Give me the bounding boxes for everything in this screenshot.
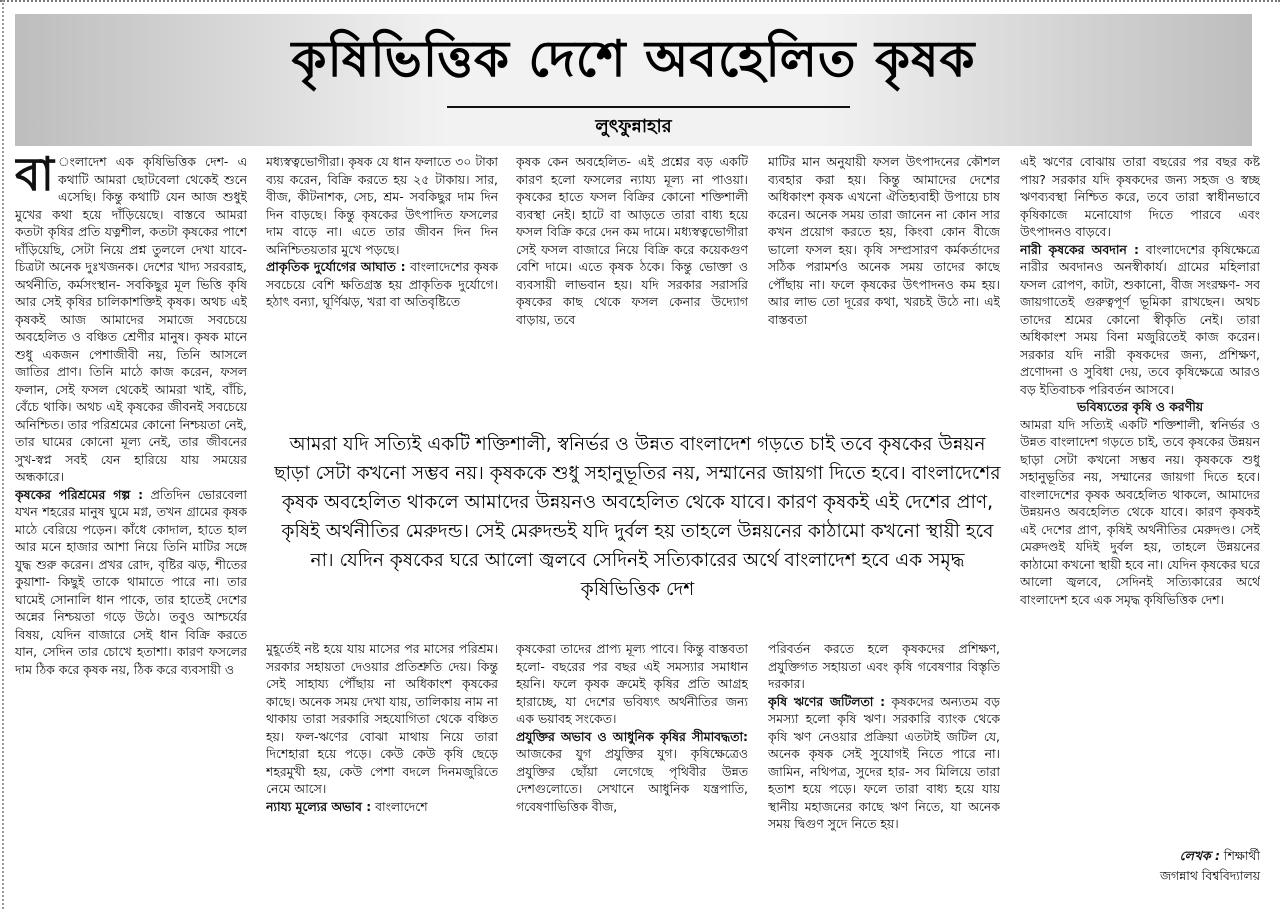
subheading: প্রাকৃতিক দুর্যোগের আঘাত : — [266, 259, 406, 274]
column-3-top — [516, 153, 748, 381]
article-header — [15, 14, 1252, 146]
subheading: প্রযুক্তির অভাব ও আধুনিক কৃষির সীমাবদ্ধতা: — [516, 728, 748, 744]
column-2-bottom — [266, 640, 498, 905]
paragraph: মাটির মান অনুযায়ী ফসল উৎপাদনের কৌশল ব্যবহার করা হয়। কিন্তু আমাদের দেশের অধিকাংশ কৃষক এখনো ঐতিহ্যবাহী উপায়ে চাষ করেন। অনেক সময় তারা জানেন না কোন সার কখন প্রয়োগ করতে হয়, কিংবা কোন বীজে ভালো ফসল হয়। কৃষি সম্প্রসারণ কর্মকর্তাদের সঠিক পরামর্শও অনেক সময় তাদের কাছে পৌঁছায় না। ফলে কৃষকের উৎপাদনও কম হয়। আর লাভ তো দূরের কথা, খরচই উঠে না। এই বাস্তবতা — [768, 154, 1000, 327]
section-heading — [1020, 398, 1260, 416]
author-line — [1090, 846, 1260, 866]
page-border-left — [2, 0, 4, 909]
drop-cap: বা — [15, 153, 54, 201]
column-3-bottom — [516, 640, 748, 905]
author-signature — [1090, 846, 1260, 886]
pull-quote: আমরা যদি সত্যিই একটি শক্তিশালী, স্বনির্ভর ও উন্নত বাংলাদেশ গড়তে চাই তবে কৃষকের উন্নয়ন ছাড়া সেটা কখনো সম্ভব নয়। কৃষককে শুধু সহানুভূতির নয়, সম্মানের জায়গা দিতে হবে। বাংলাদেশের কৃষক অবহেলিত থাকলে আমাদের উন্নয়নও অবহেলিত থেকে যাবে। কারণ কৃষকই এই দেশের প্রাণ, কৃষিই অর্থনীতির মেরুদন্ড। সেই মেরুদন্ডই যদি দুর্বল হয় তাহলে উন্নয়নের কাঠামো কখনো স্থায়ী হবে না। যেদিন কৃষকের ঘরে আলো জ্বলবে সেদিনই সত্যিকারের অর্থে বাংলাদেশ হবে এক সমৃদ্ধ কৃষিভিত্তিক দেশ — [274, 434, 1001, 600]
paragraph: এই ঋণের বোঝায় তারা বছরের পর বছর কষ্ট পায়? সরকার যদি কৃষকদের জন্য সহজ ও স্বচ্ছ ঋণব্যবস্থা নিশ্চিত করে, তবে তারা স্বাধীনভাবে কৃষিকাজে মনোযোগ দিতে পারবে এবং উৎপাদনও বাড়বে। — [1020, 154, 1260, 239]
paragraph: পরিবর্তন করতে হলে কৃষকদের প্রশিক্ষণ, প্রযুক্তিগত সহায়তা এবং কৃষি গবেষণার বিস্তৃতি দরকার। — [768, 641, 1000, 691]
column-5 — [1020, 153, 1260, 843]
column-2-top — [266, 153, 498, 381]
subheading: ন্যায্য মূল্যের অভাব : — [266, 798, 372, 814]
paragraph: কৃষকের পরিশ্রমের গল্প : প্রতিদিন ভোরবেলা যখন শহরের মানুষ ঘুমে মগ্ন, তখন গ্রামের কৃষক মাঠে বেরিয়ে পড়েন। কাঁধে কোদাল, হাতে হাল আর মনে হাজার আশা নিয়ে তিনি মাটির সঙ্গে যুদ্ধ শুরু করেন। প্রখর রোদ, বৃষ্টির ঝড়, শীতের কুয়াশা- কিছুই তাকে থামাতে পারে না। তার ঘামেই সোনালি ধান পাকে, তার হাতেই দেশের অন্নের নিশ্চয়তা গড়ে উঠে। তবুও আশ্চর্যের বিষয়, যেদিন বাজারে সেই ধান বিক্রি করতে যান, সেদিন তার চোখে হতাশা। কারণ ফসলের দাম ঠিক করে কৃষক নয়, ঠিক করে ব্যবসায়ী ও — [15, 486, 247, 677]
paragraph: কৃষকেরা তাদের প্রাপ্য মূল্য পাবে। কিন্তু বাস্তবতা হলো- বছরের পর বছর এই সমস্যার সমাধান হয়নি। ফলে কৃষক ক্রমেই কৃষির প্রতি আগ্রহ হারাচ্ছে, যা দেশের ভবিষ্যৎ অর্থনীতির জন্য এক ভয়াবহ সংকেত। — [516, 641, 748, 726]
headline: কৃষিভিত্তিক দেশে অবহেলিত কৃষক — [291, 30, 976, 88]
paragraph: প্রাকৃতিক দুর্যোগের আঘাত : বাংলাদেশের কৃষক সবচেয়ে বেশি ক্ষতিগ্রস্ত হয় প্রাকৃতিক দুর্যোগে। হঠাৎ বন্যা, ঘূর্ণিঝড়, খরা বা অতিবৃষ্টিতে — [266, 259, 498, 309]
subheading: কৃষি ঋণের জটিলতা : — [768, 693, 886, 709]
byline-rule — [447, 106, 850, 108]
paragraph: কৃষক কেন অবহেলিত- এই প্রশ্নের বড় একটি কারণ হলো ফসলের ন্যায্য মূল্য না পাওয়া। কৃষকের হাতে ফসল বিক্রির কোনো শক্তিশালী ব্যবস্থা নেই। হাটে বা আড়তে তারা বাধ্য হয়ে ফসল বিক্রি করে দেন কম দামে। মধ্যস্বত্বভোগীরা সেই ফসল বাজারে নিয়ে বিক্রি করে কয়েকগুণ বেশি দামে। এতে কৃষক ঠকে। কিন্তু ভোক্তা ও ব্যবসায়ী লাভবান হয়। যদি সরকার সরাসরি কৃষকের কাছ থেকে ফসল কেনার উদ্যোগ বাড়ায়, তবে — [516, 154, 748, 327]
paragraph: মুহূর্তেই নষ্ট হয়ে যায় মাসের পর মাসের পরিশ্রম। সরকার সহায়তা দেওয়ার প্রতিশ্রুতি দেয়। কিন্তু সেই সাহায্য পৌঁছায় না অধিকাংশ কৃষকের কাছে। অনেক সময় দেখা যায়, তালিকায় নাম না থাকায় তারা সরকারি সহযোগিতা থেকে বঞ্চিত হয়। ফল-ঋণের বোঝা মাথায় নিয়ে তারা দিশেহারা হয়ে পড়ে। কেউ কেউ কৃষি ছেড়ে শহরমুখী হয়, কেউ পেশা বদলে দিনমজুরিতে নেমে আসে। — [266, 641, 498, 796]
byline: লুৎফুন্নাহার — [595, 116, 672, 137]
paragraph: মধ্যস্বত্বভোগীরা। কৃষক যে ধান ফলাতে ৩০ টাকা ব্যয় করেন, বিক্রি করতে হয় ২৫ টাকায়। সার, বীজ, কীটনাশক, সেচ, শ্রম- সবকিছুর দাম দিন দিন বাড়ছে। কিন্তু কৃষকের উৎপাদিত ফসলের দাম বাড়ে না। এতে তার জীবন দিন দিন অনিশ্চিতয়তার মুখে পড়ছে। — [266, 154, 498, 257]
paragraph: কৃষি ঋণের জটিলতা : কৃষকদের অন্যতম বড় সমস্যা হলো কৃষি ঋণ। সরকারি ব্যাংক থেকে কৃষি ঋণ নেওয়ার প্রক্রিয়া এতটাই জটিল যে, অনেক কৃষক সেই সুযোগই নিতে পারে না। জামিন, নথিপত্র, সুদের হার- সব মিলিয়ে তারা হতাশ হয়ে পড়ে। ফলে তারা বাধ্য হয়ে যায় স্থানীয় মহাজনের কাছে ঋণ নিতে, যা অনেক সময় দ্বিগুণ সুদে নিতে হয়। — [768, 693, 1000, 831]
column-1 — [15, 153, 247, 903]
paragraph: ংলাদেশ এক কৃষিভিত্তিক দেশ- এ কথাটি আমরা ছোটবেলা থেকেই শুনে এসেছি। কিন্তু কথাটি যেন আজ শুধুই মুখের কথা হয়ে দাঁড়িয়েছে। বাস্তবে আমরা কতটা কৃষির প্রতি যত্নশীল, কতটা কৃষকের পাশে দাঁড়িয়েছি, সেটা নিয়ে প্রশ্ন তুললে দেখা যাবে- চিত্রটা অনেক দুঃখজনক। দেশের খাদ্য সরবরাহ, অর্থনীতি, কর্মসংস্থান- সবকিছুর মূল ভিত্তি কৃষি আর সেই কৃষির চালিকাশক্তিই কৃষক। অথচ এই কৃষকই আজ আমাদের সমাজে সবচেয়ে অবহেলিত ও বঞ্চিত শ্রেণীর মানুষ। কৃষক মানে শুধু একজন পেশাজীবী নয়, তিনি আসলে জাতির প্রাণ। তিনি মাঠে কাজ করেন, ফসল ফলান, সেই ফসল থেকেই আমরা খাই, বাঁচি, বেঁচে থাকি। অথচ এই কৃষকের জীবনই সবচেয়ে অনিশ্চিত। তার পরিশ্রমের কোনো নিশ্চয়তা নেই, তার ঘামের কোনো মূল্য নেই, তার জীবনের সুখ-স্বপ্ন সবই যেন হারিয়ে যায় সময়ের অন্ধকারে। — [15, 154, 247, 484]
paragraph: আমরা যদি সত্যিই একটি শক্তিশালী, স্বনির্ভর ও উন্নত বাংলাদেশ গড়তে চাই, তবে কৃষকের উন্নয়ন ছাড়া সেটা কখনো সম্ভব নয়। কৃষককে শুধু সহানুভূতির নয়, সম্মানের জায়গা দিতে হবে। বাংলাদেশের কৃষক অবহেলিত থাকলে, আমাদের উন্নয়নও অবহেলিত থেকে যাবে। কারণ কৃষকই এই দেশের প্রাণ, কৃষিই অর্থনীতির মেরুদণ্ড। সেই মেরুদণ্ডই যদিই দুর্বল হয়, তাহলে উন্নয়নের কাঠামো কখনো স্থায়ী হবে না। যেদিন কৃষকের ঘরে আলো জ্বলবে, সেদিনই সত্যিকারের অর্থে বাংলাদেশ হবে এক সমৃদ্ধ কৃষিভিত্তিক দেশ। — [1020, 416, 1260, 607]
column-4-top — [768, 153, 1000, 381]
page-border-top — [0, 0, 1280, 2]
author-label: লেখক : — [1179, 848, 1220, 863]
paragraph: প্রযুক্তির অভাব ও আধুনিক কৃষির সীমাবদ্ধতা: আজকের যুগ প্রযুক্তির যুগ। কৃষিক্ষেত্রেও প্রযুক্তির ছোঁয়া লেগেছে পৃথিবীর উন্নত দেশগুলোতে। সেখানে আধুনিক যন্ত্রপাতি, গবেষণাভিত্তিক বীজ, — [516, 728, 748, 814]
paragraph: ন্যায্য মূল্যের অভাব : বাংলাদেশে — [266, 798, 428, 814]
column-4-bottom — [768, 640, 1000, 905]
subheading: ভবিষ্যতের কৃষি ও করণীয় — [1076, 399, 1204, 414]
paragraph: নারী কৃষকের অবদান : বাংলাদেশের কৃষিক্ষেত্রে নারীর অবদানও অনস্বীকার্য। গ্রামের মহিলারা ফসল রোপণ, কাটা, শুকানো, বীজ সংরক্ষণ- সব জায়গাতেই গুরুত্বপূর্ণ ভূমিকা রাখছেন। অথচ তাদের শ্রমের কোনো স্বীকৃতি নেই। তারা অধিকাংশ সময় বিনা মজুরিতেই কাজ করেন। সরকার যদি নারী কৃষকদের জন্য, প্রশিক্ষণ, প্রণোদনা ও সুবিধা দেয়, তবে কৃষিক্ষেত্রে আরও বড় ইতিবাচক পরিবর্তন আসবে। — [1020, 241, 1260, 397]
subheading: নারী কৃষকের অবদান : — [1020, 241, 1139, 257]
subheading: কৃষকের পরিশ্রমের গল্প : — [15, 486, 144, 502]
author-role: শিক্ষার্থী — [1219, 848, 1260, 863]
author-org: জগন্নাথ বিশ্ববিদ্যালয় — [1159, 868, 1260, 883]
